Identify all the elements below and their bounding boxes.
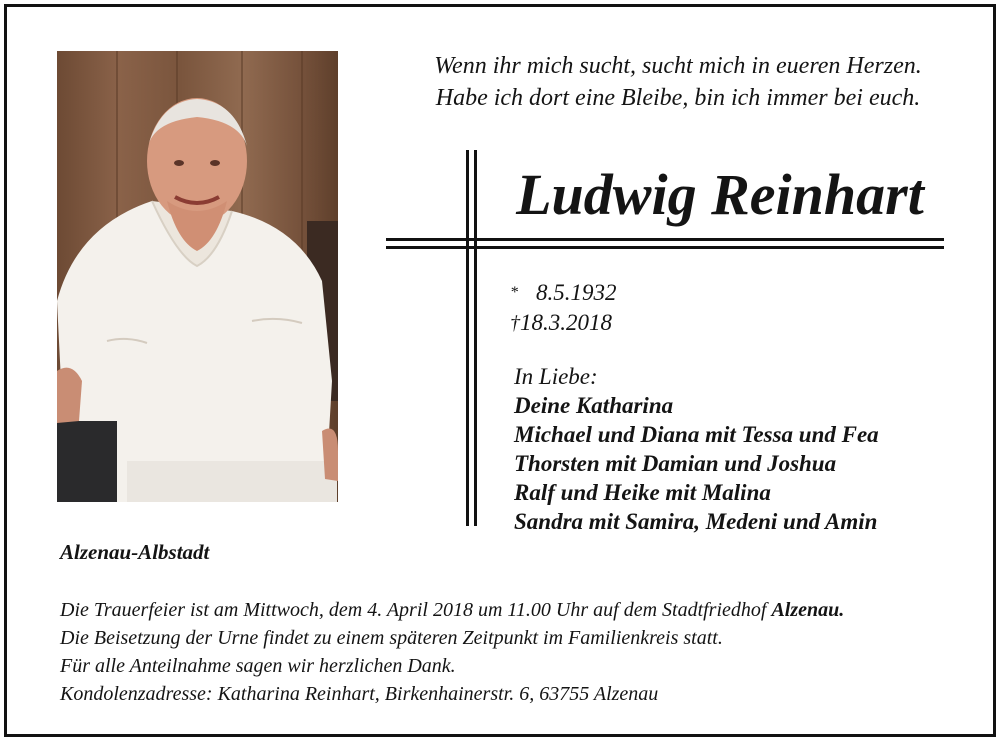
quote [388, 50, 968, 114]
family-member: Ralf und Heike mit Malina [514, 480, 771, 505]
death-date: 18.3.2018 [520, 310, 612, 335]
family-member: Sandra mit Samira, Medeni und Amin [514, 509, 878, 534]
portrait-photo [57, 51, 338, 502]
cross-horizontal-line [386, 238, 944, 241]
cross-horizontal-line [386, 246, 944, 249]
death-cross-icon: † [510, 312, 520, 334]
quote-line: Wenn ihr mich sucht, sucht mich in eueren Herzen. [434, 53, 922, 79]
portrait-illustration [57, 51, 338, 502]
death-row [510, 308, 617, 338]
family-intro: In Liebe: [514, 364, 598, 389]
notice-line: Für alle Anteilnahme sagen wir herzlichen Dank. [60, 655, 456, 677]
notice-line [60, 596, 980, 624]
deceased-name: Ludwig Reinhart [516, 162, 924, 227]
birth-star-icon: * [510, 284, 518, 301]
funeral-notice [60, 596, 980, 708]
family-member: Thorsten mit Damian und Joshua [514, 451, 837, 476]
notice-ceremony-text: Die Trauerfeier ist am Mittwoch, dem 4. April 2018 um 11.00 Uhr auf dem Stadtfriedhof [60, 599, 772, 621]
birth-row [510, 278, 617, 308]
life-dates [510, 278, 617, 338]
notice-ceremony-place: Alzenau. [771, 599, 845, 621]
notice-line: Kondolenzadresse: Katharina Reinhart, Birkenhainerstr. 6, 63755 Alzenau [60, 683, 659, 705]
family-member: Deine Katharina [514, 393, 674, 418]
cross-vertical-line [474, 150, 477, 526]
notice-line: Die Beisetzung der Urne findet zu einem späteren Zeitpunkt im Familienkreis statt. [60, 627, 723, 649]
family-list [514, 362, 879, 536]
quote-line: Habe ich dort eine Bleibe, bin ich immer bei euch. [435, 85, 921, 111]
birth-date: 8.5.1932 [536, 280, 617, 305]
place-label: Alzenau-Albstadt [60, 540, 210, 564]
cross-vertical-line [466, 150, 469, 526]
family-member: Michael und Diana mit Tessa und Fea [514, 422, 879, 447]
